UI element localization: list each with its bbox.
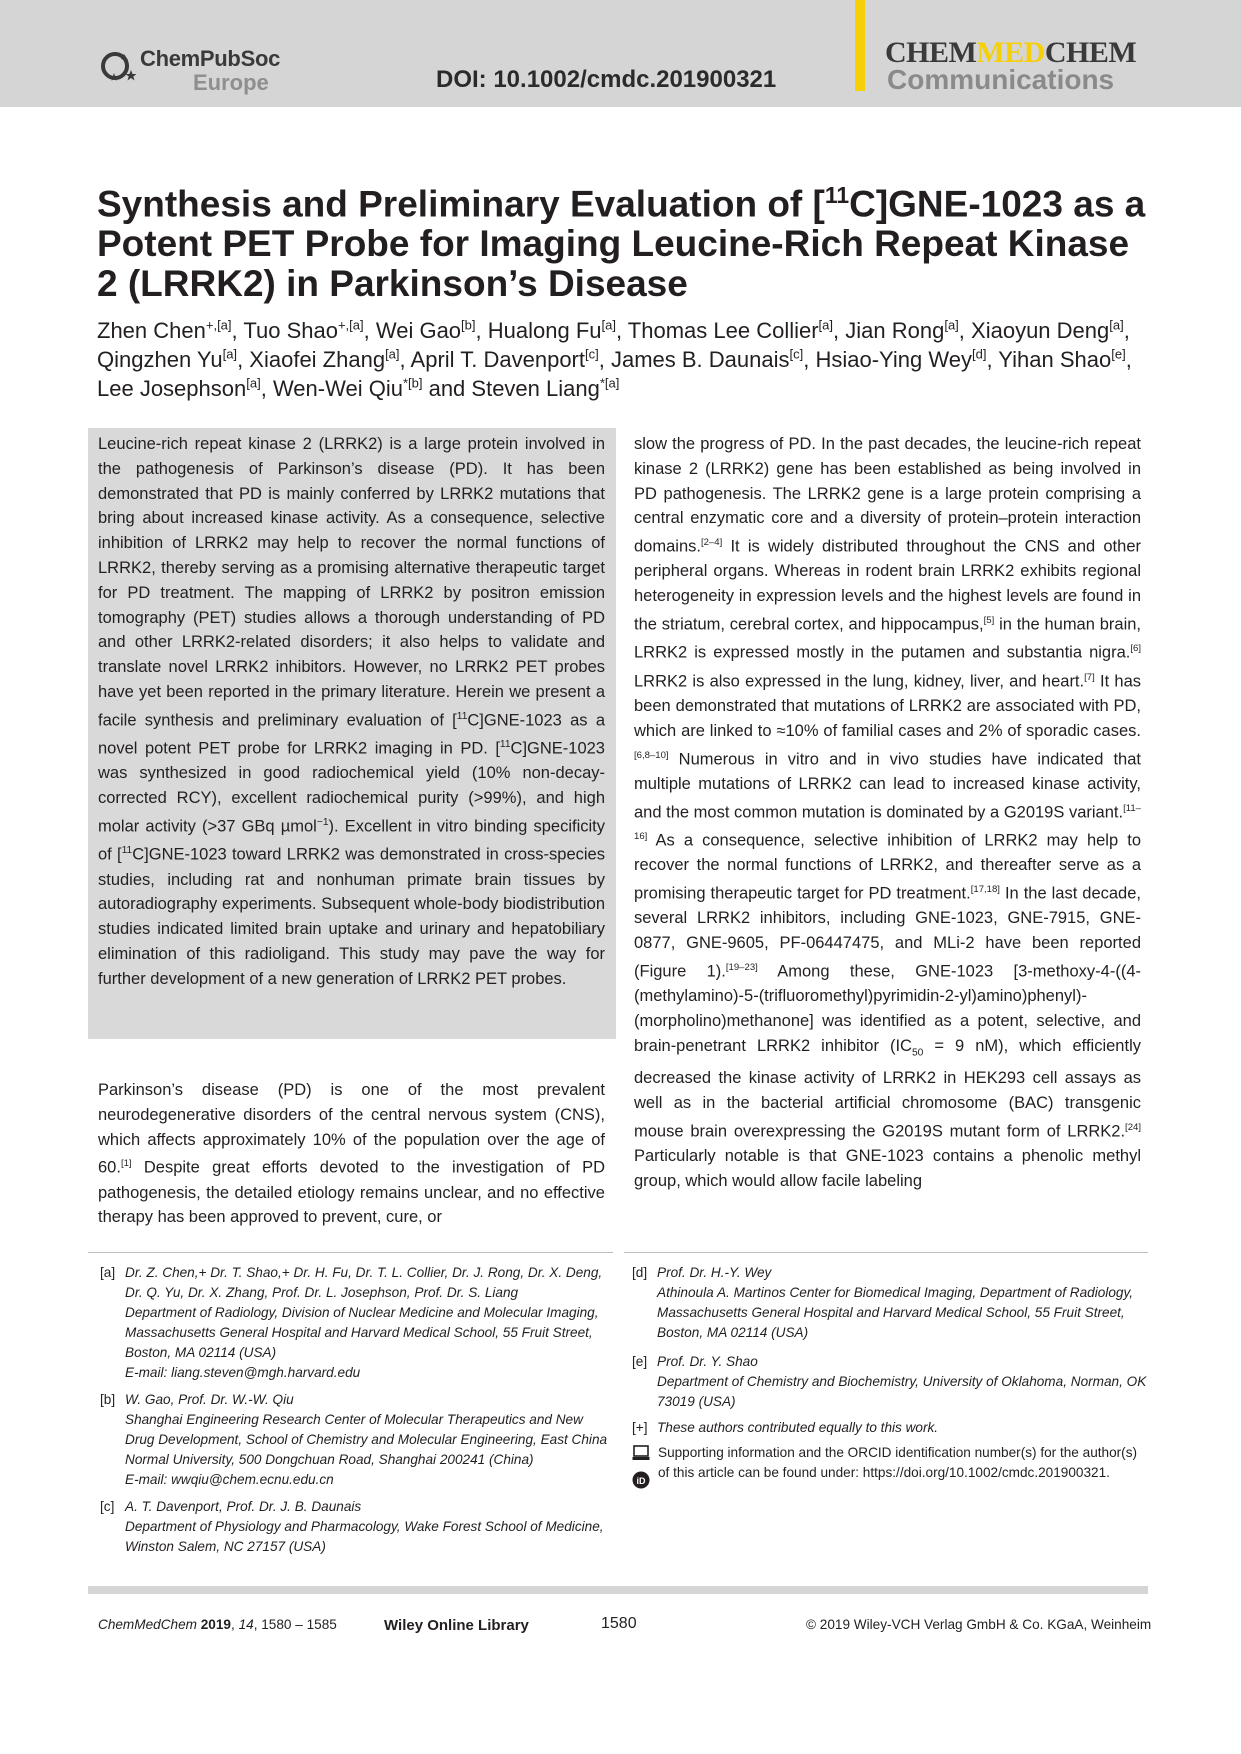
equal-contribution-note [632, 1418, 1152, 1440]
affiliation-names: Prof. Dr. Y. Shao [657, 1354, 758, 1369]
author-name: James B. Daunais [610, 347, 790, 372]
header-accent-bar [855, 0, 865, 91]
author-affiliation-marker: [b] [461, 317, 476, 333]
author-list: Zhen Chen$^{+,[a]}$, Tuo Shao$^{+,[a]}$, Wei Gao[b], Hualong Fu[a], Thomas Lee Collier[a], Jian Rong[a], Xiaoyun Deng[a], Qingzhen Yu[a], Xiaofei Zhang[a], April T. Davenport[c], James B. Daunais[c], Hsiao-Ying Wey[d], Yihan Shao[e], Lee Josephson[a], Wen-Wei Qiu$^{*[b]}$ and Steven Liang$^{*[a]}$ [97, 317, 1132, 401]
logo-line1: ChemPubSoc [140, 46, 281, 71]
author-name: Hualong Fu [487, 318, 602, 343]
author-name: Thomas Lee Collier [627, 318, 819, 343]
affiliation-email[interactable]: E-mail: liang.steven@mgh.harvard.edu [125, 1365, 361, 1380]
author-name: Tuo Shao [243, 318, 338, 343]
equal-contribution-text: These authors contributed equally to this work. [657, 1420, 939, 1435]
author-name: Zhen Chen [97, 318, 206, 343]
affiliation-a [100, 1263, 620, 1381]
affiliation-names: W. Gao, Prof. Dr. W.-W. Qiu [125, 1392, 294, 1407]
svg-text:iD: iD [636, 1476, 646, 1486]
introduction-left-column: Parkinson’s disease (PD) is one of the most prevalent neurodegenerative disorders of the central nervous system (CNS), which affects approximately 10% of the population over the age of 60.[1] Despite great efforts devoted to the investigation of PD pathogenesis, the detailed etiology remains unclear, and no effective therapy has been approved to prevent, cure, or [98, 1081, 605, 1227]
orcid-icon [632, 1471, 650, 1489]
author-name: Xiaoyun Deng [971, 318, 1110, 343]
footer-citation: ChemMedChem 2019, 14, 1580 – 1585 [98, 1617, 337, 1632]
supporting-information-text[interactable]: Supporting information and the ORCID identification number(s) for the author(s) of this article can be found under: https://doi.org/10.1002/cmdc.201900321. [658, 1445, 1138, 1480]
abstract: Leucine-rich repeat kinase 2 (LRRK2) is a large protein involved in the pathogenesis of Parkinson’s disease (PD). It has been demonstrated that PD is mainly conferred by LRRK2 mutations that bring about increased kinase activity. As a consequence, selective inhibition of LRRK2 may help to recover the normal functions of LRRK2, thereby serving as a promising alternative therapeutic target for PD treatment. The mapping of LRRK2 by positron emission tomography (PET) studies allows a thorough understanding of PD and other LRRK2-related disorders; it also helps to validate and translate novel LRRK2 inhibitors. However, no LRRK2 PET probes have yet been reported in the primary literature. Herein we present a facile synthesis and preliminary evaluation of [$^{11}$C]GNE-1023 as a novel potent PET probe for LRRK2 imaging in PD. [$^{11}$C]GNE-1023 was synthesized in good radiochemical yield (10% non-decay-corrected RCY), excellent radiochemical purity (>99%), and high molar activity (>37 GBq µmol$^{-1}$). Excellent in vitro binding specificity of [$^{11}$C]GNE-1023 toward LRRK2 was demonstrated in cross-species studies, including rat and nonhuman primate brain tissues by autoradiography experiments. Subsequent whole-body biodistribution studies indicated limited brain uptake and urinary and hepatobiliary elimination of this radioligand. This study may pave the way for further development of a new generation of LRRK2 PET probes. [98, 435, 605, 988]
author-affiliation-marker: [c] [585, 346, 599, 362]
author-affiliation-marker: [a] [944, 317, 959, 333]
doi: DOI: 10.1002/cmdc.201900321 [436, 66, 777, 93]
author-affiliation-marker: [a] [1109, 317, 1124, 333]
author-affiliation-marker: [a] [222, 346, 238, 362]
chempubsoc-star-icon [98, 46, 138, 86]
journal-name-part2: MED [976, 36, 1045, 69]
author-affiliation-marker: [c] [789, 346, 804, 362]
affiliation-department: Athinoula A. Martinos Center for Biomedical Imaging, Department of Radiology, Massachusetts General Hospital and Harvard Medical School, 55 Fruit Street, Boston, MA 02114 (USA) [657, 1285, 1134, 1340]
author-name: Lee Josephson [97, 376, 247, 401]
affiliation-department: Department of Chemistry and Biochemistry, University of Oklahoma, Norman, OK 73019 (USA) [657, 1374, 1147, 1409]
affiliation-tag: [a] [100, 1265, 116, 1280]
affiliation-names: Dr. Z. Chen,+ Dr. T. Shao,+ Dr. H. Fu, Dr. T. L. Collier, Dr. J. Rong, Dr. X. Deng, Dr. Q. Yu, Dr. X. Zhang, Prof. Dr. L. Josephson, Prof. Dr. S. Liang [125, 1265, 603, 1300]
affiliation-tag: [d] [632, 1265, 648, 1280]
author-name: Wei Gao [375, 318, 462, 343]
affiliation-department: Department of Radiology, Division of Nuclear Medicine and Molecular Imaging, Massachusetts General Hospital and Harvard Medical School, 55 Fruit Street, Boston, MA 02114 (USA) [125, 1305, 599, 1360]
affiliation-names: A. T. Davenport, Prof. Dr. J. B. Daunais [125, 1499, 362, 1514]
article-title: Synthesis and Preliminary Evaluation of [$^{11}$C]GNE-1023 as a Potent PET Probe for Imaging Leucine-Rich Repeat Kinase 2 (LRRK2) in Parkinson’s Disease [97, 182, 1146, 305]
author-name: Yihan Shao [998, 347, 1112, 372]
wiley-online-library-link[interactable]: Wiley Online Library [384, 1617, 529, 1634]
author-name: Steven Liang [471, 376, 600, 401]
footer-bar [88, 1586, 1148, 1594]
affiliation-tag: [b] [100, 1392, 116, 1407]
affiliation-email[interactable]: E-mail: wwqiu@chem.ecnu.edu.cn [125, 1472, 334, 1487]
page-number: 1580 [601, 1615, 637, 1632]
footer-year: 2019 [200, 1617, 231, 1632]
copyright: © 2019 Wiley-VCH Verlag GmbH & Co. KGaA, Weinheim [806, 1617, 1152, 1632]
journal-name-part1: CHEM [885, 36, 977, 69]
author-affiliation-marker: [e] [1111, 346, 1126, 362]
author-affiliation-marker: +,[a] [205, 317, 232, 333]
section-label: Communications [887, 64, 1115, 95]
affiliation-names: Prof. Dr. H.-Y. Wey [657, 1265, 772, 1280]
body-right-column: slow the progress of PD. In the past decades, the leucine-rich repeat kinase 2 (LRRK2) gene has been established as being involved in PD pathogenesis. The LRRK2 gene is a large protein comprising a central enzymatic core and a diversity of protein–protein interaction domains.[2–4] It is widely distributed throughout the CNS and other peripheral organs. Whereas in rodent brain LRRK2 exhibits regional heterogeneity in expression levels and the highest levels are found in the striatum, cerebral cortex, and hippocampus,[5] in the human brain, LRRK2 is expressed mostly in the putamen and substantia nigra.[6] LRRK2 is also expressed in the lung, kidney, liver, and heart.[7] It has been demonstrated that mutations of LRRK2 are associated with PD, which are linked to ≈10% of familial cases and 2% of sporadic cases.[6,8–10] Numerous in vitro and in vivo studies have indicated that multiple mutations of LRRK2 can lead to increased kinase activity, and the most common mutation is dominated by a G2019S variant.[11–16] As a consequence, selective inhibition of LRRK2 may help to recover the normal functions of LRRK2, and thereafter serve as a promising therapeutic target for PD treatment.[17,18] In the last decade, several LRRK2 inhibitors, including GNE-1023, GNE-7915, GNE-0877, GNE-9605, PF-06447475, and MLi-2 have been reported (Figure 1).[19–23] Among these, GNE-1023 [3-methoxy-4-((4-(methylamino)-5-(trifluoromethyl)pyrimidin-2-yl)amino)phenyl)-(morpholino)methanone] was identified as a potent, selective, and brain-penetrant LRRK2 inhibitor ($IC_{50} = 9$ nM), which efficiently decreased the kinase activity of LRRK2 in HEK293 cell assays as well as in the bacterial artificial chromosome (BAC) transgenic mouse brain overexpressing the G2019S mutant form of LRRK2.[24] Particularly notable is that GNE-1023 contains a phenolic methyl group, which would allow facile labeling [634, 435, 1141, 1190]
journal-name-part3: CHEM [1044, 36, 1137, 69]
supporting-information-icon [632, 1445, 650, 1461]
logo-line2: Europe [193, 70, 269, 95]
author-affiliation-marker: +,[a] [337, 317, 364, 333]
affiliation-e [632, 1352, 1152, 1409]
author-affiliation-marker: *[b] [402, 375, 423, 391]
author-name: Hsiao-Ying Wey [815, 347, 972, 372]
footnote-divider-right [624, 1252, 1148, 1253]
author-affiliation-marker: [d] [971, 346, 987, 362]
author-affiliation-marker: *[a] [599, 375, 620, 391]
affiliation-b [100, 1390, 620, 1500]
author-name: Xiaofei Zhang [249, 347, 386, 372]
chempubsoc-logo [98, 44, 283, 94]
affiliation-c [100, 1497, 620, 1567]
author-affiliation-marker: [a] [385, 346, 400, 362]
author-affiliation-marker: [a] [246, 375, 261, 391]
author-affiliation-marker: [a] [601, 317, 616, 333]
author-name: April T. Davenport [410, 347, 585, 372]
footnote-divider-left [88, 1252, 613, 1253]
author-name: Qingzhen Yu [97, 347, 223, 372]
affiliation-tag: [+] [632, 1420, 648, 1435]
footer-volume: 14 [238, 1617, 254, 1632]
affiliation-d [632, 1263, 1152, 1343]
footer-journal-name: ChemMedChem [98, 1617, 197, 1632]
supporting-icons [632, 1445, 650, 1495]
footer-pages: 1580 – 1585 [261, 1617, 337, 1632]
affiliation-tag: [e] [632, 1354, 648, 1369]
affiliation-department: Department of Physiology and Pharmacology, Wake Forest School of Medicine, Winston Salem, NC 27157 (USA) [125, 1519, 604, 1554]
author-name: Jian Rong [845, 318, 945, 343]
author-affiliation-marker: [a] [818, 317, 834, 333]
author-name: Wen-Wei Qiu [272, 376, 403, 401]
affiliation-department: Shanghai Engineering Research Center of Molecular Therapeutics and New Drug Development, School of Chemistry and Molecular Engineering, East China Normal University, 500 Dongchuan Road, Shanghai 200241 (China) [125, 1412, 608, 1467]
affiliation-tag: [c] [100, 1499, 115, 1514]
